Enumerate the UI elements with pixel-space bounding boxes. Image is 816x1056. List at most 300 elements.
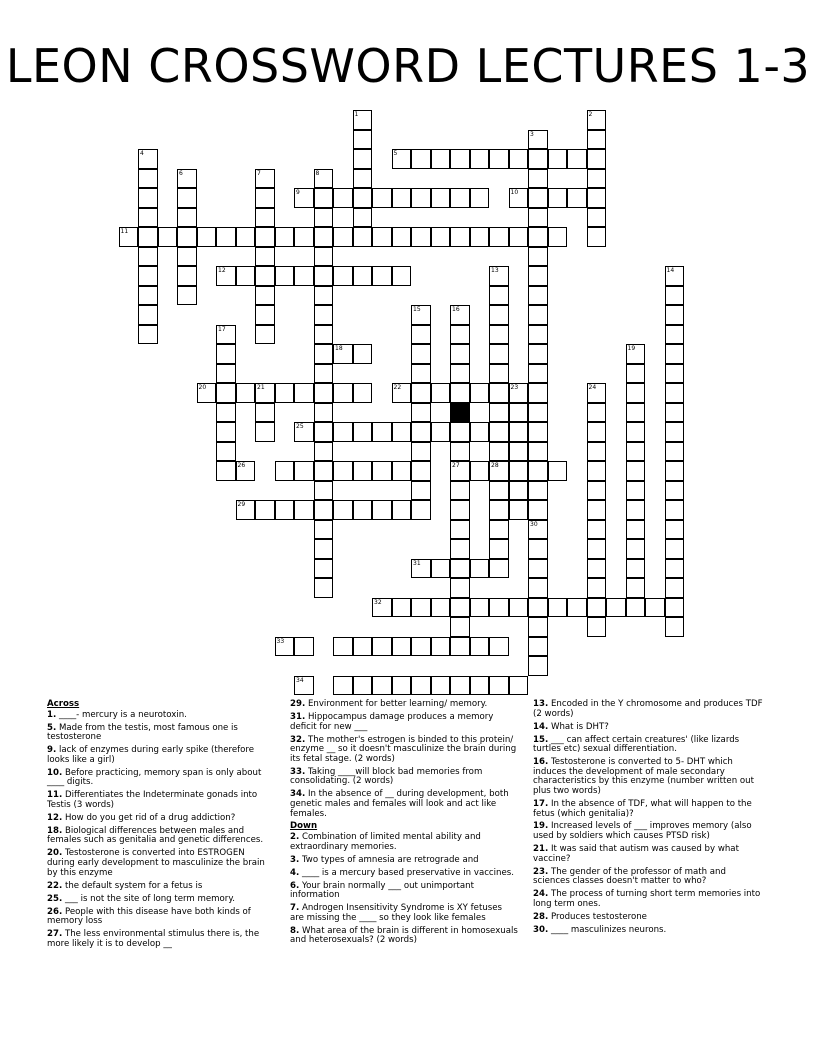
grid-cell[interactable] [138, 208, 158, 228]
grid-cell[interactable] [450, 617, 470, 637]
grid-cell[interactable] [236, 383, 256, 403]
grid-cell[interactable] [353, 110, 373, 130]
grid-cell[interactable] [626, 578, 646, 598]
grid-cell[interactable] [353, 188, 373, 208]
grid-cell[interactable] [470, 559, 490, 579]
grid-cell[interactable] [314, 325, 334, 345]
grid-cell[interactable] [216, 325, 236, 345]
grid-cell[interactable] [665, 403, 685, 423]
grid-cell[interactable] [392, 188, 412, 208]
grid-cell[interactable] [158, 227, 178, 247]
grid-cell[interactable] [548, 149, 568, 169]
grid-cell[interactable] [587, 578, 607, 598]
grid-cell[interactable] [489, 325, 509, 345]
grid-cell[interactable] [197, 227, 217, 247]
grid-cell[interactable] [509, 383, 529, 403]
grid-cell[interactable] [294, 227, 314, 247]
grid-cell[interactable] [411, 383, 431, 403]
grid-cell[interactable] [236, 461, 256, 481]
grid-cell[interactable] [489, 559, 509, 579]
grid-cell[interactable] [372, 500, 392, 520]
grid-cell[interactable] [626, 539, 646, 559]
grid-cell[interactable] [450, 520, 470, 540]
grid-cell[interactable] [450, 481, 470, 501]
grid-cell[interactable] [587, 559, 607, 579]
grid-cell[interactable] [314, 227, 334, 247]
grid-cell[interactable] [489, 520, 509, 540]
grid-cell[interactable] [255, 383, 275, 403]
grid-cell[interactable] [528, 247, 548, 267]
grid-cell[interactable] [411, 422, 431, 442]
grid-cell[interactable] [294, 422, 314, 442]
grid-cell[interactable] [294, 500, 314, 520]
grid-cell[interactable] [197, 383, 217, 403]
grid-cell[interactable] [294, 637, 314, 657]
grid-cell[interactable] [431, 676, 451, 696]
grid-cell[interactable] [665, 578, 685, 598]
grid-cell[interactable] [470, 637, 490, 657]
grid-cell[interactable] [450, 188, 470, 208]
grid-cell[interactable] [353, 461, 373, 481]
grid-cell[interactable] [587, 539, 607, 559]
grid-cell[interactable] [353, 169, 373, 189]
grid-cell[interactable] [489, 539, 509, 559]
grid-cell[interactable] [333, 461, 353, 481]
grid-cell[interactable] [567, 598, 587, 618]
grid-cell[interactable] [626, 383, 646, 403]
grid-cell[interactable] [489, 442, 509, 462]
grid-cell[interactable] [314, 383, 334, 403]
grid-cell[interactable] [314, 461, 334, 481]
grid-cell[interactable] [626, 344, 646, 364]
grid-cell[interactable] [392, 266, 412, 286]
grid-cell[interactable] [216, 442, 236, 462]
grid-cell[interactable] [665, 344, 685, 364]
grid-cell[interactable] [431, 227, 451, 247]
grid-cell[interactable] [333, 637, 353, 657]
grid-cell[interactable] [450, 227, 470, 247]
grid-cell[interactable] [470, 383, 490, 403]
grid-cell[interactable] [528, 208, 548, 228]
grid-cell[interactable] [255, 169, 275, 189]
grid-cell[interactable] [489, 481, 509, 501]
grid-cell[interactable] [333, 266, 353, 286]
grid-cell[interactable] [275, 266, 295, 286]
grid-cell[interactable] [411, 403, 431, 423]
grid-cell[interactable] [587, 481, 607, 501]
grid-cell[interactable] [138, 169, 158, 189]
grid-cell[interactable] [528, 130, 548, 150]
grid-cell[interactable] [665, 325, 685, 345]
grid-cell[interactable] [528, 344, 548, 364]
grid-cell[interactable] [372, 676, 392, 696]
grid-cell[interactable] [216, 403, 236, 423]
grid-cell[interactable] [450, 637, 470, 657]
grid-cell[interactable] [509, 227, 529, 247]
grid-cell[interactable] [528, 481, 548, 501]
grid-cell[interactable] [431, 598, 451, 618]
grid-cell[interactable] [528, 188, 548, 208]
grid-cell[interactable] [470, 676, 490, 696]
grid-cell[interactable] [509, 500, 529, 520]
grid-cell[interactable] [665, 481, 685, 501]
grid-cell[interactable] [392, 149, 412, 169]
grid-cell[interactable] [177, 208, 197, 228]
grid-cell[interactable] [392, 500, 412, 520]
grid-cell[interactable] [255, 500, 275, 520]
grid-cell[interactable] [626, 364, 646, 384]
grid-cell[interactable] [450, 422, 470, 442]
grid-cell[interactable] [665, 598, 685, 618]
grid-cell[interactable] [411, 149, 431, 169]
grid-cell[interactable] [392, 637, 412, 657]
grid-cell[interactable] [450, 364, 470, 384]
grid-cell[interactable] [509, 481, 529, 501]
grid-cell[interactable] [294, 461, 314, 481]
grid-cell[interactable] [528, 266, 548, 286]
grid-cell[interactable] [138, 266, 158, 286]
grid-cell[interactable] [294, 188, 314, 208]
grid-cell[interactable] [138, 188, 158, 208]
grid-cell[interactable] [567, 188, 587, 208]
grid-cell[interactable] [528, 617, 548, 637]
grid-cell[interactable] [314, 422, 334, 442]
grid-cell[interactable] [587, 442, 607, 462]
grid-cell[interactable] [587, 208, 607, 228]
grid-cell[interactable] [509, 422, 529, 442]
grid-cell[interactable] [294, 676, 314, 696]
grid-cell[interactable] [411, 676, 431, 696]
grid-cell[interactable] [528, 149, 548, 169]
grid-cell[interactable] [314, 208, 334, 228]
grid-cell[interactable] [489, 598, 509, 618]
grid-cell[interactable] [587, 520, 607, 540]
grid-cell[interactable] [333, 500, 353, 520]
grid-cell[interactable] [489, 149, 509, 169]
grid-cell[interactable] [489, 676, 509, 696]
grid-cell[interactable] [587, 500, 607, 520]
grid-cell[interactable] [509, 188, 529, 208]
grid-cell[interactable] [509, 676, 529, 696]
grid-cell[interactable] [314, 539, 334, 559]
grid-cell[interactable] [333, 227, 353, 247]
grid-cell[interactable] [353, 130, 373, 150]
grid-cell[interactable] [587, 188, 607, 208]
grid-cell[interactable] [528, 286, 548, 306]
grid-cell[interactable] [411, 637, 431, 657]
grid-cell[interactable] [489, 305, 509, 325]
grid-cell[interactable] [255, 188, 275, 208]
grid-cell[interactable] [450, 149, 470, 169]
grid-cell[interactable] [353, 208, 373, 228]
grid-cell[interactable] [314, 520, 334, 540]
grid-cell[interactable] [431, 559, 451, 579]
grid-cell[interactable] [138, 247, 158, 267]
grid-cell[interactable] [372, 227, 392, 247]
grid-cell[interactable] [177, 169, 197, 189]
grid-cell[interactable] [216, 266, 236, 286]
grid-cell[interactable] [294, 266, 314, 286]
grid-cell[interactable] [509, 403, 529, 423]
grid-cell[interactable] [411, 325, 431, 345]
grid-cell[interactable] [138, 325, 158, 345]
grid-cell[interactable] [509, 149, 529, 169]
grid-cell[interactable] [236, 500, 256, 520]
grid-cell[interactable] [177, 286, 197, 306]
grid-cell[interactable] [587, 598, 607, 618]
grid-cell[interactable] [333, 676, 353, 696]
grid-cell[interactable] [411, 188, 431, 208]
grid-cell[interactable] [314, 169, 334, 189]
grid-cell[interactable] [353, 266, 373, 286]
grid-cell[interactable] [177, 227, 197, 247]
grid-cell[interactable] [567, 149, 587, 169]
grid-cell[interactable] [216, 364, 236, 384]
grid-cell[interactable] [528, 656, 548, 676]
grid-cell[interactable] [411, 364, 431, 384]
grid-cell[interactable] [392, 676, 412, 696]
grid-cell[interactable] [255, 325, 275, 345]
grid-cell[interactable] [314, 364, 334, 384]
grid-cell[interactable] [626, 442, 646, 462]
grid-cell[interactable] [489, 461, 509, 481]
grid-cell[interactable] [587, 461, 607, 481]
grid-cell[interactable] [626, 422, 646, 442]
grid-cell[interactable] [587, 130, 607, 150]
grid-cell[interactable] [606, 598, 626, 618]
grid-cell[interactable] [450, 559, 470, 579]
grid-cell[interactable] [665, 305, 685, 325]
grid-cell[interactable] [450, 442, 470, 462]
grid-cell[interactable] [275, 383, 295, 403]
grid-cell[interactable] [314, 286, 334, 306]
grid-cell[interactable] [665, 266, 685, 286]
grid-cell[interactable] [587, 422, 607, 442]
grid-cell[interactable] [528, 461, 548, 481]
grid-cell[interactable] [372, 637, 392, 657]
grid-cell[interactable] [528, 422, 548, 442]
grid-cell[interactable] [411, 598, 431, 618]
grid-cell[interactable] [411, 305, 431, 325]
grid-cell[interactable] [353, 227, 373, 247]
grid-cell[interactable] [138, 305, 158, 325]
grid-cell[interactable] [216, 344, 236, 364]
grid-cell[interactable] [665, 442, 685, 462]
grid-cell[interactable] [216, 461, 236, 481]
grid-cell[interactable] [626, 520, 646, 540]
grid-cell[interactable] [314, 559, 334, 579]
grid-cell[interactable] [470, 188, 490, 208]
grid-cell[interactable] [333, 383, 353, 403]
grid-cell[interactable] [255, 208, 275, 228]
grid-cell[interactable] [411, 442, 431, 462]
grid-cell[interactable] [119, 227, 139, 247]
grid-cell[interactable] [255, 305, 275, 325]
grid-cell[interactable] [372, 598, 392, 618]
grid-cell[interactable] [489, 364, 509, 384]
grid-cell[interactable] [411, 559, 431, 579]
grid-cell[interactable] [665, 617, 685, 637]
grid-cell[interactable] [411, 461, 431, 481]
grid-cell[interactable] [665, 461, 685, 481]
grid-cell[interactable] [470, 461, 490, 481]
grid-cell[interactable] [528, 305, 548, 325]
grid-cell[interactable] [392, 598, 412, 618]
grid-cell[interactable] [665, 286, 685, 306]
grid-cell[interactable] [626, 481, 646, 501]
grid-cell[interactable] [314, 247, 334, 267]
grid-cell[interactable] [236, 227, 256, 247]
grid-cell[interactable] [626, 461, 646, 481]
grid-cell[interactable] [450, 539, 470, 559]
grid-cell[interactable] [548, 461, 568, 481]
grid-cell[interactable] [528, 520, 548, 540]
grid-cell[interactable] [489, 422, 509, 442]
grid-cell[interactable] [411, 227, 431, 247]
grid-cell[interactable] [372, 266, 392, 286]
grid-cell[interactable] [314, 188, 334, 208]
grid-cell[interactable] [528, 383, 548, 403]
grid-cell[interactable] [450, 676, 470, 696]
grid-cell[interactable] [626, 559, 646, 579]
grid-cell[interactable] [528, 500, 548, 520]
grid-cell[interactable] [255, 266, 275, 286]
grid-cell[interactable] [216, 227, 236, 247]
grid-cell[interactable] [489, 637, 509, 657]
grid-cell[interactable] [216, 383, 236, 403]
grid-cell[interactable] [450, 344, 470, 364]
grid-cell[interactable] [528, 169, 548, 189]
grid-cell[interactable] [528, 325, 548, 345]
grid-cell[interactable] [626, 403, 646, 423]
grid-cell[interactable] [255, 422, 275, 442]
grid-cell[interactable] [411, 500, 431, 520]
grid-cell[interactable] [450, 305, 470, 325]
grid-cell[interactable] [470, 598, 490, 618]
grid-cell[interactable] [665, 520, 685, 540]
grid-cell[interactable] [411, 344, 431, 364]
grid-cell[interactable] [450, 578, 470, 598]
grid-cell[interactable] [450, 500, 470, 520]
grid-cell[interactable] [353, 149, 373, 169]
grid-cell[interactable] [528, 578, 548, 598]
grid-cell[interactable] [489, 383, 509, 403]
grid-cell[interactable] [645, 598, 665, 618]
grid-cell[interactable] [450, 598, 470, 618]
grid-cell[interactable] [216, 422, 236, 442]
grid-cell[interactable] [314, 344, 334, 364]
grid-cell[interactable] [489, 403, 509, 423]
grid-cell[interactable] [489, 344, 509, 364]
grid-cell[interactable] [528, 539, 548, 559]
grid-cell[interactable] [665, 559, 685, 579]
grid-cell[interactable] [450, 325, 470, 345]
grid-cell[interactable] [470, 149, 490, 169]
grid-cell[interactable] [255, 227, 275, 247]
grid-cell[interactable] [431, 422, 451, 442]
grid-cell[interactable] [509, 461, 529, 481]
grid-cell[interactable] [431, 188, 451, 208]
grid-cell[interactable] [275, 637, 295, 657]
grid-cell[interactable] [353, 383, 373, 403]
grid-cell[interactable] [138, 149, 158, 169]
grid-cell[interactable] [587, 110, 607, 130]
grid-cell[interactable] [353, 422, 373, 442]
grid-cell[interactable] [294, 383, 314, 403]
grid-cell[interactable] [528, 442, 548, 462]
grid-cell[interactable] [177, 266, 197, 286]
grid-cell[interactable] [314, 305, 334, 325]
grid-cell[interactable] [353, 637, 373, 657]
grid-cell[interactable] [333, 422, 353, 442]
grid-cell[interactable] [314, 500, 334, 520]
grid-cell[interactable] [626, 500, 646, 520]
grid-cell[interactable] [275, 227, 295, 247]
grid-cell[interactable] [489, 286, 509, 306]
grid-cell[interactable] [528, 559, 548, 579]
grid-cell[interactable] [528, 598, 548, 618]
grid-cell[interactable] [392, 461, 412, 481]
grid-cell[interactable] [314, 578, 334, 598]
grid-cell[interactable] [372, 461, 392, 481]
grid-cell[interactable] [489, 227, 509, 247]
grid-cell[interactable] [431, 637, 451, 657]
grid-cell[interactable] [470, 227, 490, 247]
grid-cell[interactable] [372, 422, 392, 442]
grid-cell[interactable] [665, 539, 685, 559]
grid-cell[interactable] [587, 383, 607, 403]
grid-cell[interactable] [489, 500, 509, 520]
grid-cell[interactable] [353, 676, 373, 696]
grid-cell[interactable] [548, 598, 568, 618]
grid-cell[interactable] [275, 500, 295, 520]
grid-cell[interactable] [665, 383, 685, 403]
grid-cell[interactable] [528, 403, 548, 423]
grid-cell[interactable] [255, 286, 275, 306]
grid-cell[interactable] [489, 266, 509, 286]
grid-cell[interactable] [665, 422, 685, 442]
grid-cell[interactable] [528, 637, 548, 657]
grid-cell[interactable] [665, 500, 685, 520]
grid-cell[interactable] [236, 266, 256, 286]
grid-cell[interactable] [528, 364, 548, 384]
grid-cell[interactable] [255, 247, 275, 267]
grid-cell[interactable] [431, 383, 451, 403]
grid-cell[interactable] [665, 364, 685, 384]
grid-cell[interactable] [138, 286, 158, 306]
grid-cell[interactable] [255, 403, 275, 423]
grid-cell[interactable] [392, 227, 412, 247]
grid-cell[interactable] [587, 149, 607, 169]
grid-cell[interactable] [333, 344, 353, 364]
grid-cell[interactable] [275, 461, 295, 481]
grid-cell[interactable] [333, 188, 353, 208]
grid-cell[interactable] [314, 266, 334, 286]
grid-cell[interactable] [138, 227, 158, 247]
grid-cell[interactable] [470, 422, 490, 442]
grid-cell[interactable] [431, 149, 451, 169]
grid-cell[interactable] [548, 188, 568, 208]
grid-cell[interactable] [587, 169, 607, 189]
grid-cell[interactable] [587, 227, 607, 247]
grid-cell[interactable] [314, 442, 334, 462]
grid-cell[interactable] [314, 403, 334, 423]
grid-cell[interactable] [372, 188, 392, 208]
grid-cell[interactable] [177, 247, 197, 267]
grid-cell[interactable] [528, 227, 548, 247]
grid-cell[interactable] [626, 598, 646, 618]
grid-cell[interactable] [353, 344, 373, 364]
